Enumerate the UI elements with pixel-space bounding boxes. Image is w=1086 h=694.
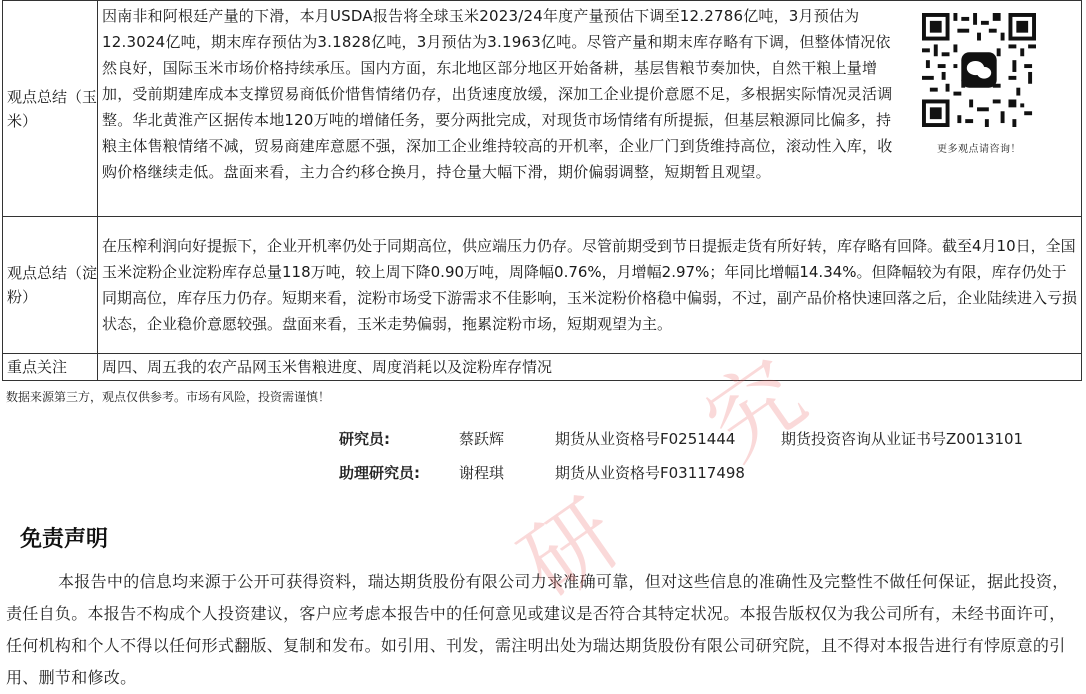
researcher-role: 研究员: xyxy=(339,430,390,448)
row-text-corn: 因南非和阿根廷产量的下滑，本月USDA报告将全球玉米2023/24年度产量预估下调至12.2786亿吨，3月预估为12.3024亿吨，期末库存预估为3.1828亿吨，3月预估为3.1963亿吨。尽管产量和期末库存略有下调，但整体情况依然良好，国际玉米市场价格持续承压。国内方面，东北地区部分地区开始备耕，基层售粮节奏加快，自然干粮上量增加，受前期建库成本支撑贸易商低价惜售情绪仍存，出货速度放缓，深加工企业提价意愿不足，多根据实际情况灵活调整。华北黄淮产区据传本地120万吨的增储任务，要分两批完成，对现货市场情绪有所提振，但基层粮源同比偏多，持粮主体售粮情绪不减，贸易商建库意愿不强，深加工企业维持较高的开机率，企业厂门到货维持高位，滚动性入库，收购价格继续走低。盘面来看，主力合约移仓换月，持仓量大幅下滑，期价偏弱调整，短期暂且观望。 xyxy=(102,7,893,181)
researcher-consult-cert: 期货投资咨询从业证书号Z0013101 xyxy=(781,430,1024,448)
qr-code-icon[interactable] xyxy=(922,13,1036,127)
assistant-researcher-name: 谢程琪 xyxy=(459,464,505,482)
commentary-table xyxy=(2,0,1082,381)
assistant-researcher-role: 助理研究员: xyxy=(339,464,420,482)
assistant-researcher-cert: 期货从业资格号F03117498 xyxy=(555,464,745,482)
row-label-corn: 观点总结（玉米） xyxy=(3,1,98,217)
row-text-starch: 在压榨利润向好提振下，企业开机率仍处于同期高位，供应端压力仍存。尽管前期受到节日提振走货有所好转，库存略有回降。截至4月10日，全国玉米淀粉企业淀粉库存总量118万吨，较上周下降0.90万吨，周降幅0.76%，月增幅2.97%；年同比增幅14.34%。但降幅较为有限，库存仍处于同期高位，库存压力仍存。短期来看，淀粉市场受下游需求不佳影响，玉米淀粉价格稳中偏弱，不过，副产品价格快速回落之后，企业陆续进入亏损状态，企业稳价意愿较强。盘面来看，玉米走势偏弱，拖累淀粉市场，短期观望为主。 xyxy=(98,217,1082,354)
disclaimer-title: 免责声明 xyxy=(20,527,109,552)
researcher-name: 蔡跃辉 xyxy=(459,430,505,448)
researcher-cert: 期货从业资格号F0251444 xyxy=(555,430,736,448)
qr-panel xyxy=(894,1,1064,185)
row-text-focus: 周四、周五我的农产品网玉米售粮进度、周度消耗以及淀粉库存情况 xyxy=(98,354,1082,381)
table-row-starch xyxy=(3,217,1082,354)
disclaimer-body xyxy=(6,566,1080,694)
source-note: 数据来源第三方，观点仅供参考。市场有风险，投资需谨慎！ xyxy=(6,390,331,404)
table-row-corn xyxy=(3,1,1082,217)
table-row-focus xyxy=(3,354,1082,381)
row-label-starch: 观点总结（淀粉） xyxy=(3,217,98,354)
watermark-char-1: 研 xyxy=(501,479,639,621)
row-label-focus: 重点关注 xyxy=(3,354,98,381)
disclaimer-text: 本报告中的信息均来源于公开可获得资料，瑞达期货股份有限公司力求准确可靠，但对这些信息的准确性及完整性不做任何保证，据此投资，责任自负。本报告不构成个人投资建议，客户应考虑本报告中的任何意见或建议是否符合其特定状况。本报告版权仅为我公司所有，未经书面许可，任何机构和个人不得以任何形式翻版、复制和发布。如引用、刊发，需注明出处为瑞达期货股份有限公司研究院，且不得对本报告进行有悖原意的引用、删节和修改。 xyxy=(6,572,1069,687)
qr-caption: 更多观点请咨询！ xyxy=(937,144,1021,155)
watermark-char-2: 究 xyxy=(686,339,824,481)
